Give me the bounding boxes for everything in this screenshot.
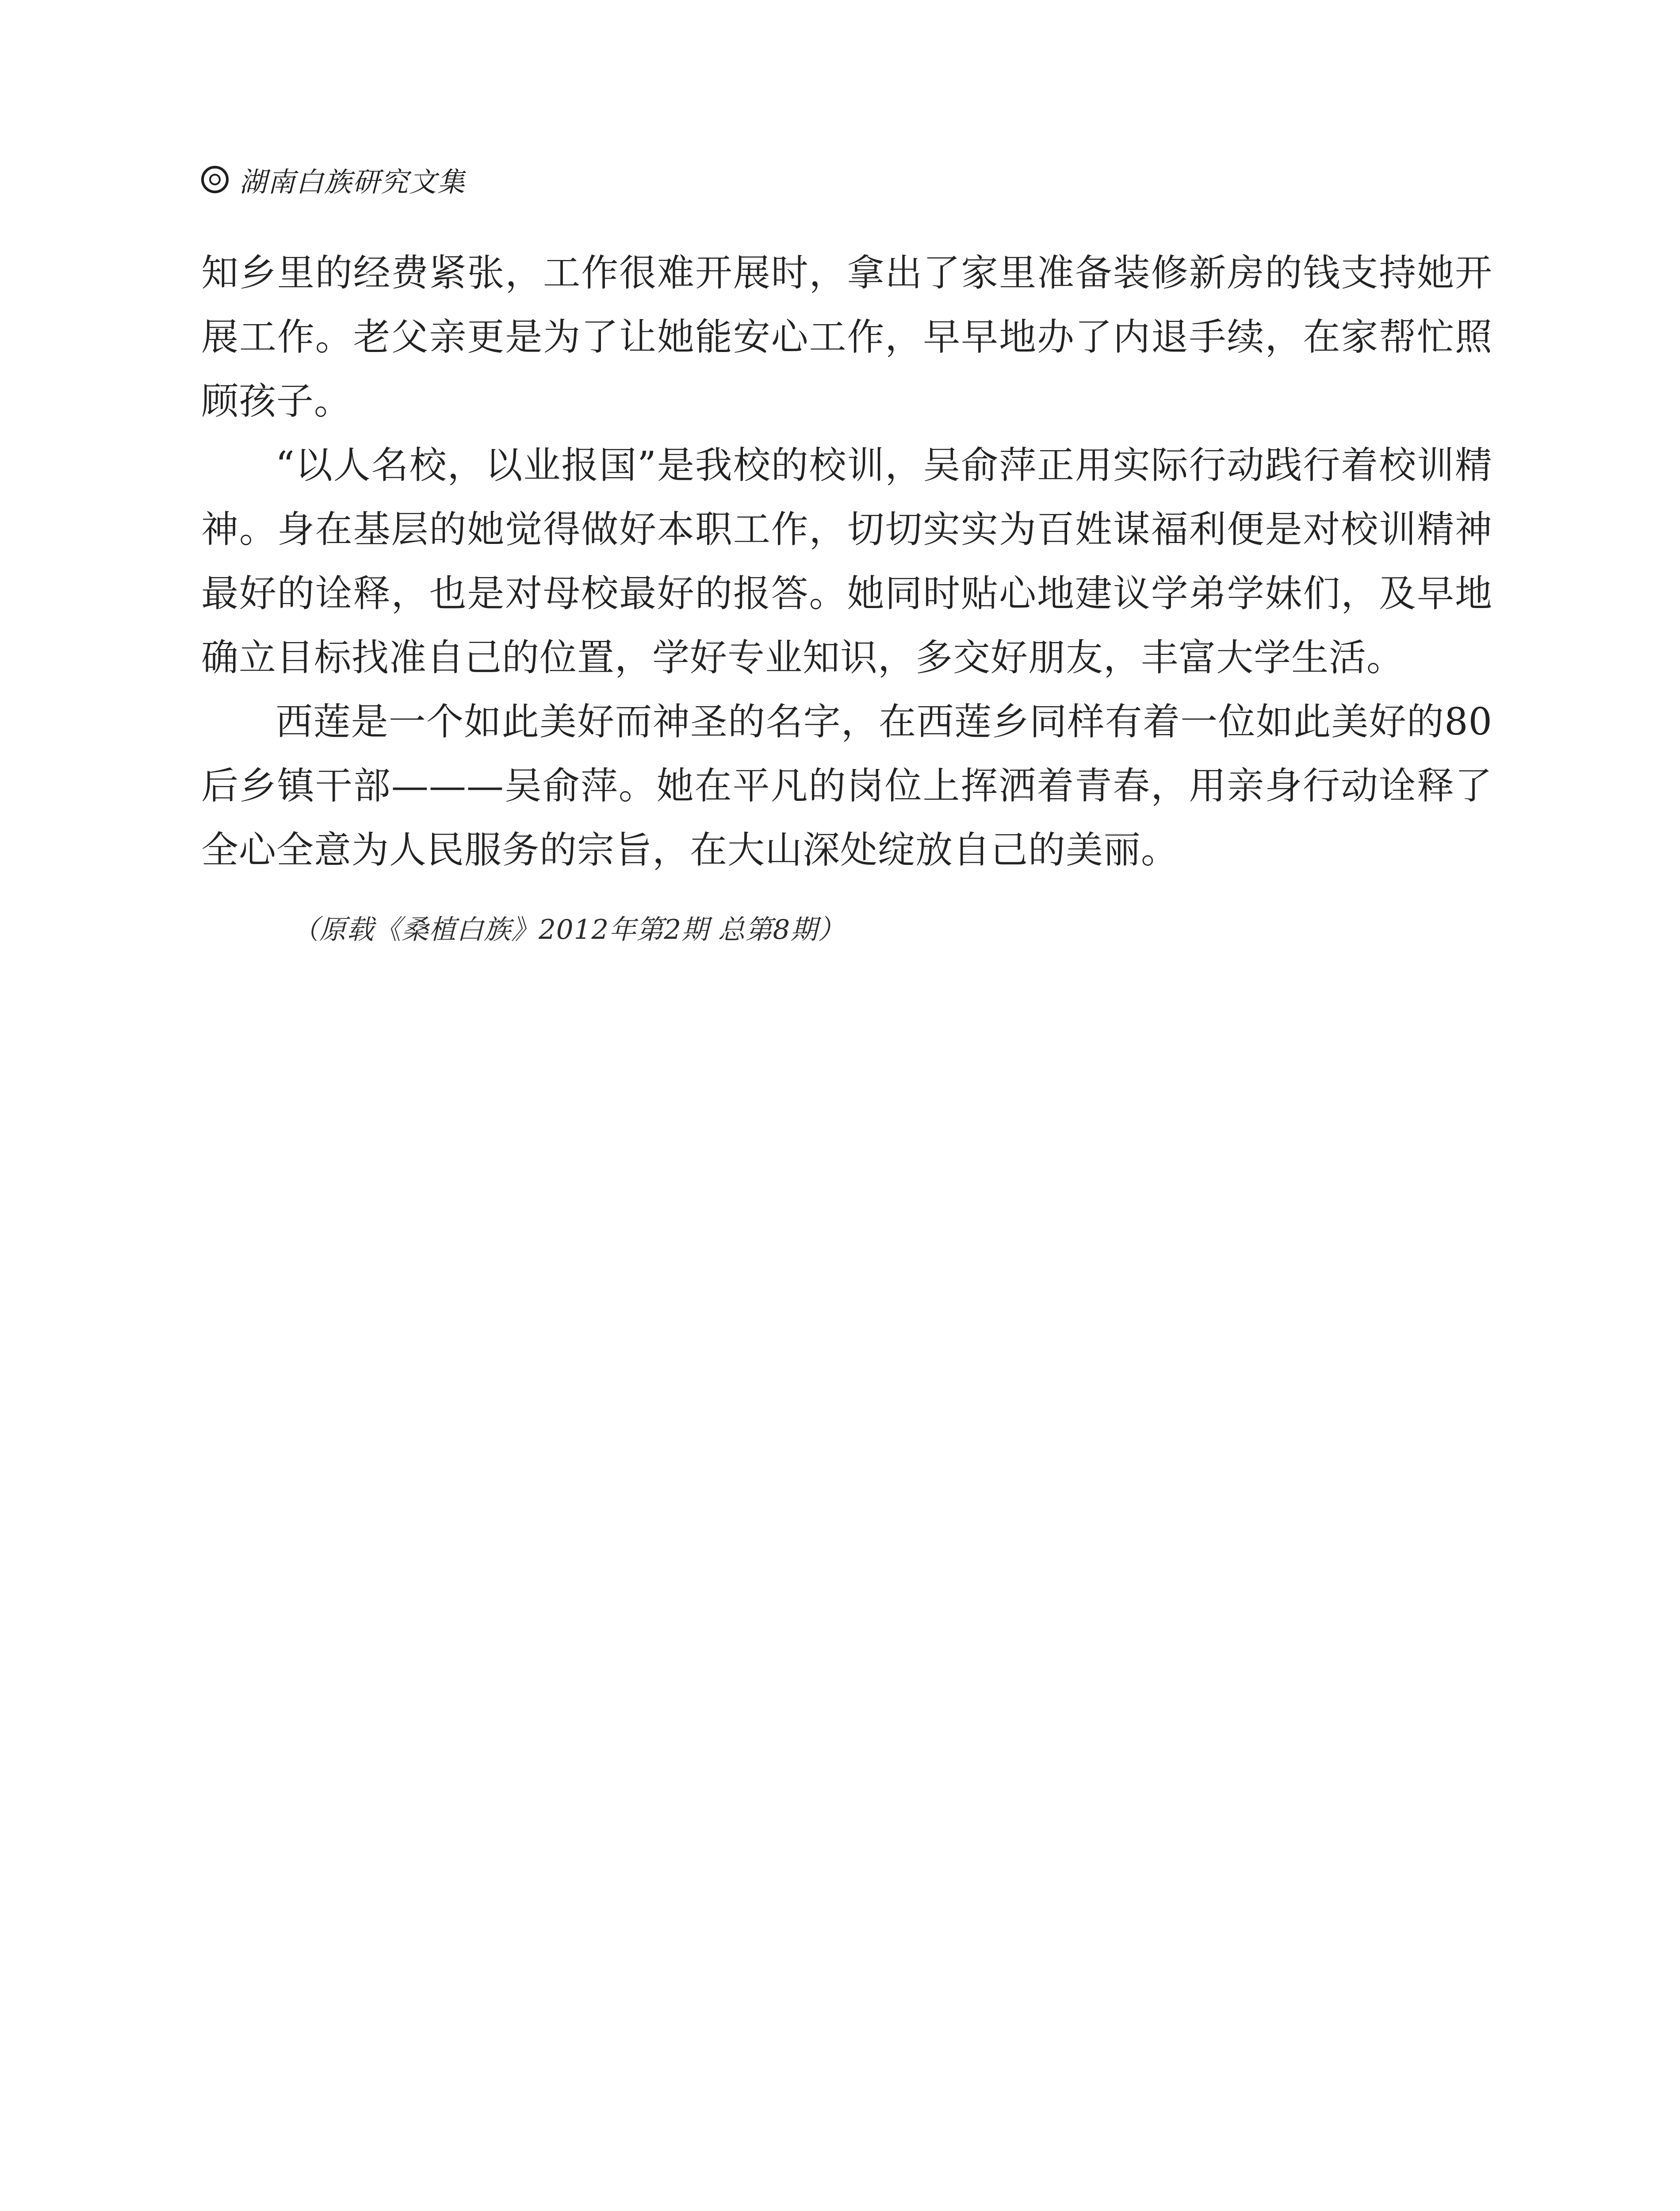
book-title: 湖南白族研究文集 [239, 165, 466, 198]
paragraph-2: “以人名校，以业报国”是我校的校训，吴俞萍正用实际行动践行着校训精神。身在基层的她觉得做好本职工作，切切实实为百姓谋福利便是对校训精神最好的诠释，也是对母校最好的报答。她同时贴心地建议学弟学妹们，及早地确立目标找准自己的位置，学好专业知识，多交好朋友，丰富大学生活。 [201, 444, 1492, 679]
paragraph-3: 西莲是一个如此美好而神圣的名字，在西莲乡同样有着一位如此美好的80后乡镇干部———吴俞萍。她在平凡的岗位上挥洒着青春，用亲身行动诠释了全心全意为人民服务的宗旨，在大山深处绽放自己的美丽。 [201, 700, 1492, 872]
double-circle-icon [201, 166, 229, 193]
main-text [201, 241, 1492, 882]
running-header [201, 157, 466, 202]
paragraph-1: 知乡里的经费紧张，工作很难开展时，拿出了家里准备装修新房的钱支持她开展工作。老父亲更是为了让她能安心工作，早早地办了内退手续，在家帮忙照顾孩子。 [201, 251, 1492, 423]
source-note: （原载《桑植白族》2012年第2期 总第8期） [292, 914, 846, 945]
